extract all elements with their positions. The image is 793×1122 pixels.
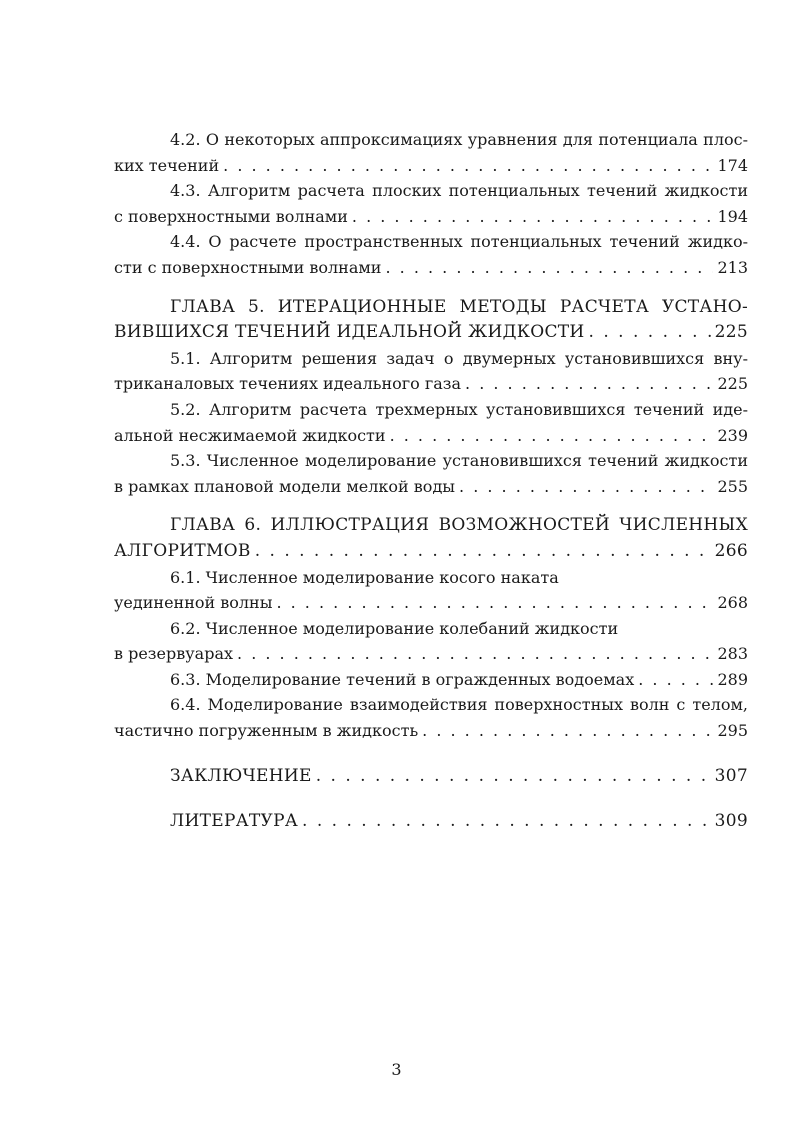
leader-dots [589, 320, 711, 346]
toc-entry-title-line1: 4.3. Алгоритм расчета плоских потенциальных течений жидкости [170, 181, 748, 201]
leader-dots [352, 204, 714, 230]
toc-page-number: 283 [717, 644, 748, 664]
toc-entry-title-line2: ких течений [114, 155, 220, 175]
toc-page-number: 194 [717, 206, 748, 226]
toc-entry-6-4 [114, 692, 748, 743]
toc-page-number: 225 [717, 374, 748, 394]
toc-page-number: 255 [717, 476, 748, 496]
leader-dots [385, 255, 713, 281]
leader-dots [302, 809, 711, 835]
toc-entry-title-line2: частично погруженным в жидкость [114, 721, 419, 741]
leader-dots [465, 371, 713, 397]
toc-entry-title-line2: в рамках плановой модели мелкой воды [114, 476, 456, 496]
toc-page-number: 239 [717, 425, 748, 445]
leader-dots [390, 423, 714, 449]
leader-dots [638, 667, 713, 693]
toc-entry-4-3 [114, 178, 748, 229]
toc-entry-title-line2: сти с поверхностными волнами [114, 257, 382, 277]
toc-entry-title-line1: 4.4. О расчете пространственных потенциальных течений жидко- [170, 232, 748, 252]
toc-entry-title-line1: 6.1. Численное моделирование косого наката [170, 567, 559, 587]
page-number: 3 [391, 1060, 402, 1079]
toc-entry-title: ЛИТЕРАТУРА [170, 811, 299, 832]
toc-entry-5-3 [114, 448, 748, 499]
leader-dots [276, 590, 713, 616]
leader-dots [459, 474, 713, 500]
toc-page-number: 295 [717, 721, 748, 741]
toc-entry-title-line2: уединенной волны [114, 593, 273, 613]
toc-entry-title: ЗАКЛЮЧЕНИЕ [170, 765, 312, 786]
toc-page-number: 266 [714, 540, 748, 561]
toc-entry-title-line2: в резервуарах [114, 644, 234, 664]
toc-literature [114, 809, 748, 835]
leader-dots [223, 153, 713, 179]
toc-chapter-title-line2: ВИВШИХСЯ ТЕЧЕНИЙ ИДЕАЛЬНОЙ ЖИДКОСТИ [114, 322, 585, 343]
toc-chapter-title-line1: ГЛАВА 6. ИЛЛЮСТРАЦИЯ ВОЗМОЖНОСТЕЙ ЧИСЛЕННЫХ [170, 515, 748, 536]
leader-dots [422, 718, 713, 744]
toc-entry-6-1 [114, 565, 748, 616]
toc-entry-title-line1: 5.3. Численное моделирование установившихся течений жидкости [170, 451, 748, 471]
toc-entry-title-line1: 6.4. Моделирование взаимодействия поверхностных волн с телом, [170, 695, 748, 715]
toc-entry-title: 6.3. Моделирование течений в огражденных водоемах [170, 669, 635, 689]
toc-entry-4-4 [114, 229, 748, 280]
toc-page-number: 213 [717, 257, 748, 277]
toc-entry-title-line1: 4.2. О некоторых аппроксимациях уравнения для потенциала плос- [170, 130, 748, 149]
toc-page-number: 289 [717, 669, 748, 689]
toc-chapter-5 [114, 295, 748, 346]
toc-entry-title-line1: 6.2. Численное моделирование колебаний жидкости [170, 618, 619, 638]
toc-entry-4-2 [114, 127, 748, 178]
toc-entry-title-line1: 5.2. Алгоритм расчета трехмерных установившихся течений иде- [170, 399, 748, 419]
leader-dots [316, 764, 711, 790]
toc-entry-5-2 [114, 397, 748, 448]
toc-entry-6-2 [114, 616, 748, 667]
toc-page-number: 268 [717, 593, 748, 613]
toc-entry-title-line2: триканаловых течениях идеального газа [114, 374, 462, 394]
toc-chapter-title-line2: АЛГОРИТМОВ [114, 540, 251, 561]
toc-page-number: 225 [714, 322, 748, 343]
toc-chapter-6 [114, 513, 748, 564]
toc-chapter-title-line1: ГЛАВА 5. ИТЕРАЦИОННЫЕ МЕТОДЫ РАСЧЕТА УСТАНО- [170, 296, 748, 317]
leader-dots [255, 539, 711, 565]
table-of-contents [114, 127, 748, 835]
toc-entry-title-line2: альной несжимаемой жидкости [114, 425, 386, 445]
toc-entry-5-1 [114, 346, 748, 397]
toc-entry-title-line2: с поверхностными волнами [114, 206, 348, 226]
toc-page-number: 307 [714, 765, 748, 786]
leader-dots [237, 641, 713, 667]
toc-entry-title-line1: 5.1. Алгоритм решения задач о двумерных установившихся вну- [170, 348, 748, 368]
toc-conclusion [114, 764, 748, 790]
toc-entry-6-3 [114, 667, 748, 693]
toc-page-number: 174 [717, 155, 748, 175]
toc-page-number: 309 [714, 811, 748, 832]
